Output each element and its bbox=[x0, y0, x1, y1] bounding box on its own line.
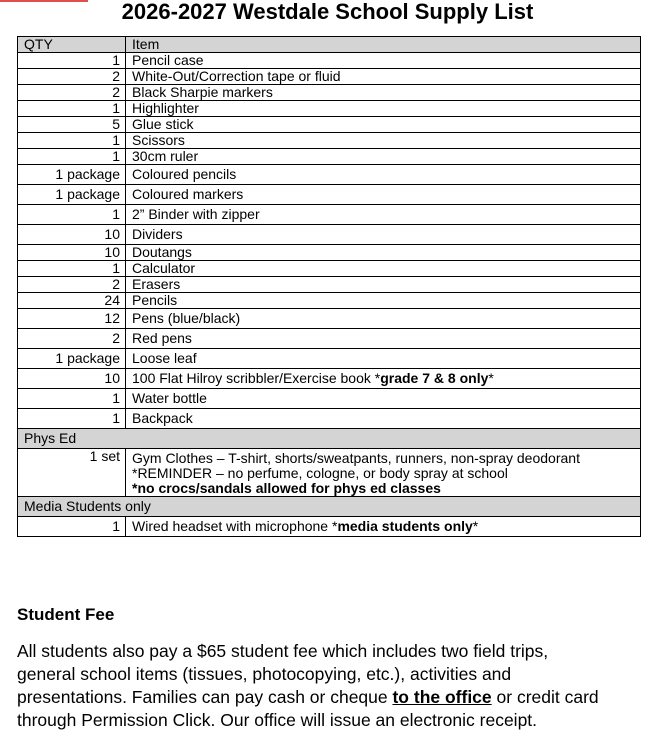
table-row bbox=[18, 261, 641, 277]
table-row bbox=[18, 329, 641, 349]
item-cell: Glue stick bbox=[126, 117, 641, 133]
section-row-media bbox=[18, 497, 641, 517]
section-row-phys-ed bbox=[18, 429, 641, 449]
item-cell: 30cm ruler bbox=[126, 149, 641, 165]
table-row bbox=[18, 117, 641, 133]
qty-cell: 1 bbox=[18, 389, 126, 409]
item-cell: Pencils bbox=[126, 293, 641, 309]
table-row bbox=[18, 369, 641, 389]
table-row bbox=[18, 409, 641, 429]
item-cell: Doutangs bbox=[126, 245, 641, 261]
qty-cell: 2 bbox=[18, 85, 126, 101]
item-text: 100 Flat Hilroy scribbler/Exercise book * bbox=[132, 370, 381, 386]
table-row bbox=[18, 293, 641, 309]
grade-note: grade 7 & 8 only bbox=[380, 370, 489, 386]
section-label: Media Students only bbox=[18, 497, 641, 517]
item-suffix: * bbox=[472, 518, 479, 534]
fee-line: through Permission Click. Our office will issue an electronic receipt. bbox=[17, 710, 538, 730]
table-row bbox=[18, 517, 641, 537]
table-row bbox=[18, 53, 641, 69]
item-cell: Scissors bbox=[126, 133, 641, 149]
qty-cell: 1 package bbox=[18, 349, 126, 369]
qty-cell: 1 bbox=[18, 409, 126, 429]
item-cell: Black Sharpie markers bbox=[126, 85, 641, 101]
qty-cell: 1 set bbox=[18, 449, 126, 497]
fee-line: general school items (tissues, photocopying, etc.), activities and bbox=[17, 664, 512, 684]
qty-cell: 1 bbox=[18, 205, 126, 225]
section-label: Phys Ed bbox=[18, 429, 641, 449]
qty-cell: 10 bbox=[18, 369, 126, 389]
fee-line bbox=[17, 686, 647, 709]
page-title: 2026-2027 Westdale School Supply List bbox=[121, 0, 534, 24]
table-row bbox=[18, 245, 641, 261]
table-row bbox=[18, 185, 641, 205]
item-cell: Pencil case bbox=[126, 53, 641, 69]
item-cell: Calculator bbox=[126, 261, 641, 277]
item-cell bbox=[126, 517, 641, 537]
supply-table bbox=[17, 36, 641, 537]
item-column-header: Item bbox=[126, 37, 641, 53]
table-row bbox=[18, 225, 641, 245]
fee-paragraph bbox=[17, 640, 647, 732]
item-cell: Coloured markers bbox=[126, 185, 641, 205]
table-row bbox=[18, 133, 641, 149]
qty-column-header: QTY bbox=[18, 37, 126, 53]
item-cell: Pens (blue/black) bbox=[126, 309, 641, 329]
media-note: media students only bbox=[337, 518, 473, 534]
qty-cell: 1 package bbox=[18, 185, 126, 205]
fee-line: All students also pay a $65 student fee which includes two field trips, bbox=[17, 641, 549, 661]
item-cell: Loose leaf bbox=[126, 349, 641, 369]
table-row bbox=[18, 101, 641, 117]
fee-text: or credit card bbox=[491, 687, 599, 707]
item-cell: Highlighter bbox=[126, 101, 641, 117]
item-cell: Erasers bbox=[126, 277, 641, 293]
qty-cell: 2 bbox=[18, 277, 126, 293]
qty-cell: 24 bbox=[18, 293, 126, 309]
table-row bbox=[18, 165, 641, 185]
table-row bbox=[18, 149, 641, 165]
fee-text: presentations. Families can pay cash or cheque bbox=[17, 687, 393, 707]
qty-cell: 1 bbox=[18, 261, 126, 277]
table-row bbox=[18, 349, 641, 369]
gym-clothes-text: Gym Clothes – T-shirt, shorts/sweatpants, runners, non-spray deodorant bbox=[132, 450, 580, 466]
table-row bbox=[18, 69, 641, 85]
item-suffix: * bbox=[488, 370, 494, 386]
qty-cell: 1 bbox=[18, 101, 126, 117]
item-cell: Red pens bbox=[126, 329, 641, 349]
qty-cell: 1 package bbox=[18, 165, 126, 185]
item-cell bbox=[126, 449, 641, 497]
table-row bbox=[18, 85, 641, 101]
qty-cell: 1 bbox=[18, 53, 126, 69]
item-cell: Dividers bbox=[126, 225, 641, 245]
qty-cell: 5 bbox=[18, 117, 126, 133]
item-cell: Coloured pencils bbox=[126, 165, 641, 185]
item-cell: Water bottle bbox=[126, 389, 641, 409]
reminder-text: *REMINDER – no perfume, cologne, or body spray at school bbox=[132, 465, 508, 481]
qty-cell: 10 bbox=[18, 245, 126, 261]
table-row bbox=[18, 389, 641, 409]
qty-cell: 12 bbox=[18, 309, 126, 329]
qty-cell: 1 bbox=[18, 149, 126, 165]
qty-cell: 2 bbox=[18, 329, 126, 349]
table-row bbox=[18, 449, 641, 497]
table-row bbox=[18, 205, 641, 225]
qty-cell: 10 bbox=[18, 225, 126, 245]
fee-heading: Student Fee bbox=[17, 605, 115, 624]
office-link[interactable]: to the office bbox=[392, 687, 492, 707]
item-cell: Backpack bbox=[126, 409, 641, 429]
table-row bbox=[18, 277, 641, 293]
item-cell: 2” Binder with zipper bbox=[126, 205, 641, 225]
item-text: Wired headset with microphone * bbox=[132, 518, 338, 534]
item-cell bbox=[126, 369, 641, 389]
item-cell: White-Out/Correction tape or fluid bbox=[126, 69, 641, 85]
table-row bbox=[18, 309, 641, 329]
footwear-note: *no crocs/sandals allowed for phys ed classes bbox=[132, 480, 441, 496]
qty-cell: 1 bbox=[18, 133, 126, 149]
qty-cell: 1 bbox=[18, 517, 126, 537]
table-header-row bbox=[18, 37, 641, 53]
qty-cell: 2 bbox=[18, 69, 126, 85]
